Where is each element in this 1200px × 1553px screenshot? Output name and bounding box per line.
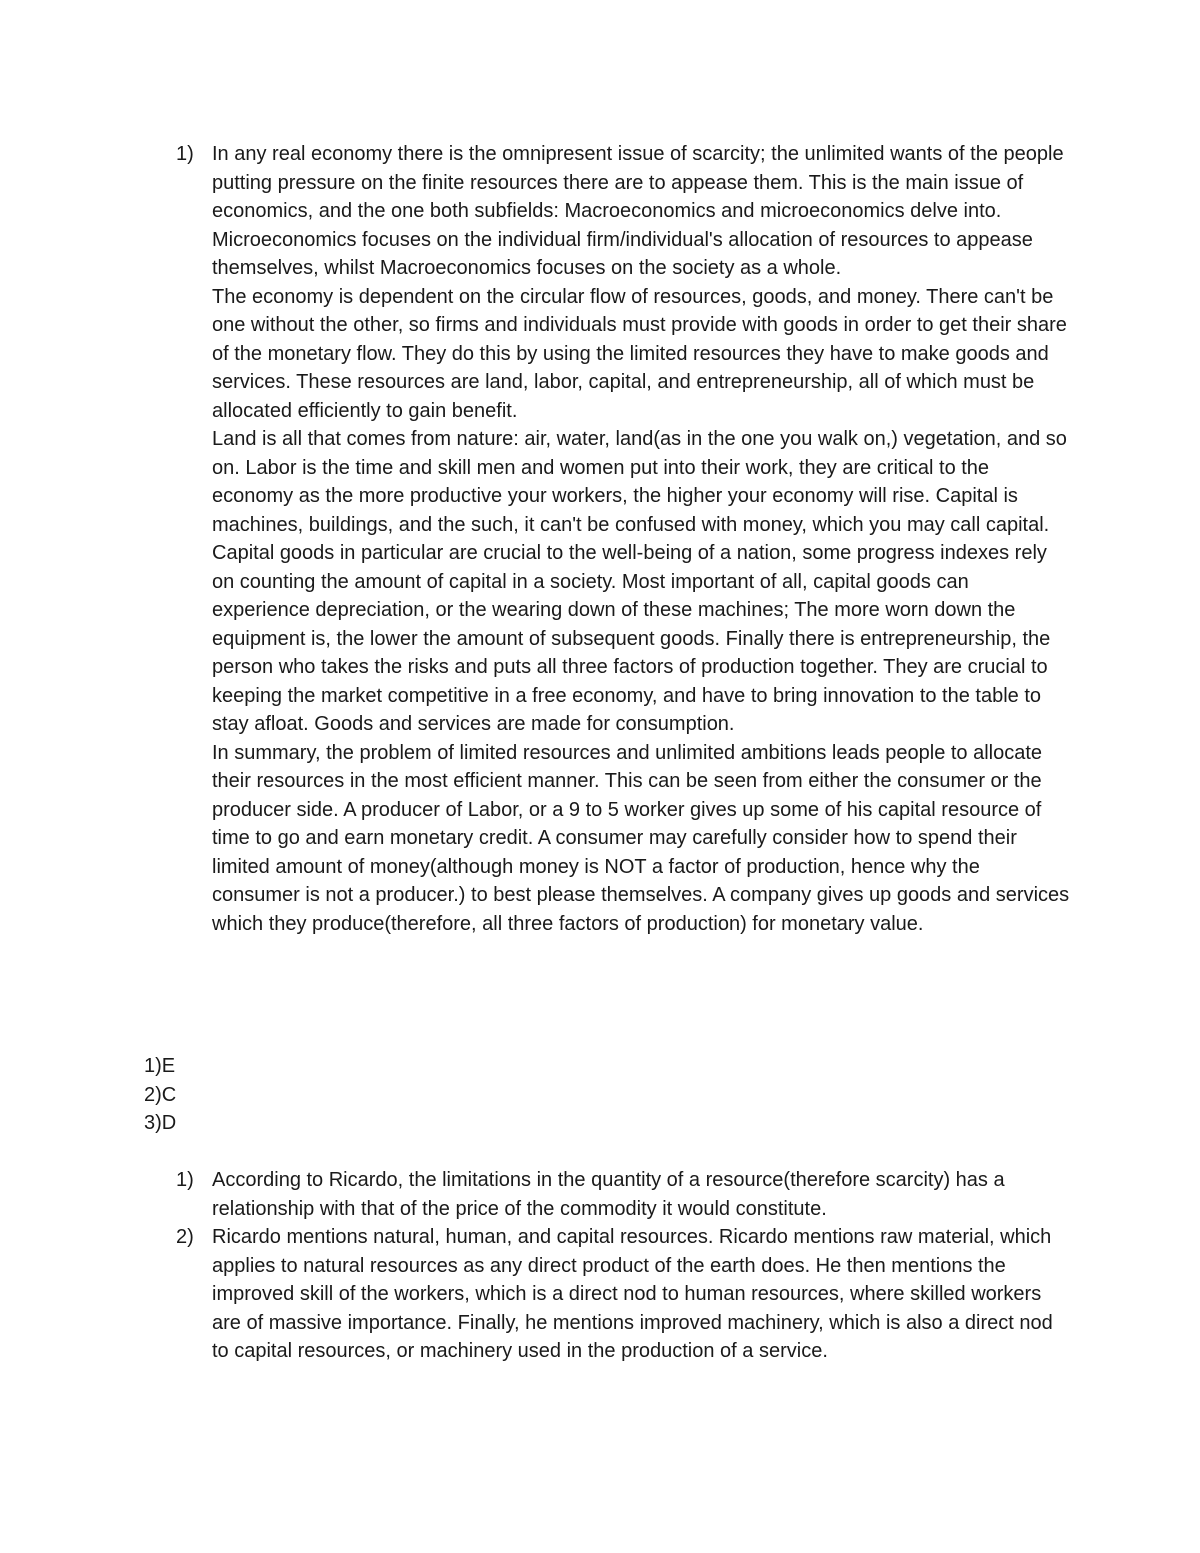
essay-paragraph: In summary, the problem of limited resources and unlimited ambitions leads people to allocate their resources in the most efficient manner. This can be seen from either the consumer or the producer side. A producer of Labor, or a 9 to 5 worker gives up some of his capital resource of time to go and earn monetary credit. A consumer may carefully consider how to spend their limited amount of money(although money is NOT a factor of production, hence why the consumer is not a producer.) to best please themselves. A company gives up goods and services which they produce(therefore, all three factors of production) for monetary value. [212, 741, 1070, 935]
ricardo-item [0, 1166, 1200, 1223]
list-marker: 1) [176, 143, 194, 165]
essay-item [0, 140, 1200, 938]
answer-item: 3)D [144, 1112, 177, 1134]
essay-paragraph: In any real economy there is the omnipresent issue of scarcity; the unlimited wants of the people putting pressure on the finite resources there are to appease them. This is the main issue of economics, and the one both subfields: Macroeconomics and microeconomics delve into. Microeconomics focuses on the individual firm/individual's allocation of resources to appease themselves, whilst Macroeconomics focuses on the society as a whole. [212, 143, 1064, 279]
list-marker: 1) [176, 1169, 194, 1191]
ricardo-paragraph: According to Ricardo, the limitations in the quantity of a resource(therefore scarcity) has a relationship with that of the price of the commodity it would constitute. [212, 1169, 1005, 1220]
essay-paragraph: Land is all that comes from nature: air, water, land(as in the one you walk on,) vegetation, and so on. Labor is the time and skill men and women put into their work, they are critical to the economy as the more productive your workers, the higher your economy will rise. Capital is machines, buildings, and the such, it can't be confused with money, which you may call capital. Capital goods in particular are crucial to the well-being of a nation, some progress indexes rely on counting the amount of capital in a society. Most important of all, capital goods can experience depreciation, or the wearing down of these machines; The more worn down the equipment is, the lower the amount of subsequent goods. Finally there is entrepreneurship, the person who takes the risks and puts all three factors of production together. They are crucial to keeping the market competitive in a free economy, and have to bring innovation to the table to stay afloat. Goods and services are made for consumption. [212, 428, 1067, 735]
ricardo-list [0, 1166, 1200, 1366]
ricardo-paragraph: Ricardo mentions natural, human, and capital resources. Ricardo mentions raw material, which applies to natural resources as any direct product of the earth does. He then mentions the improved skill of the workers, which is a direct nod to human resources, where skilled workers are of massive importance. Finally, he mentions improved machinery, which is also a direct nod to capital resources, or machinery used in the production of a service. [212, 1226, 1053, 1362]
list-marker: 2) [176, 1226, 194, 1248]
answer-list [144, 1052, 176, 1138]
essay-list [0, 140, 1200, 938]
essay-paragraph: The economy is dependent on the circular flow of resources, goods, and money. There can't be one without the other, so firms and individuals must provide with goods in order to get their share of the monetary flow. They do this by using the limited resources they have to make goods and services. These resources are land, labor, capital, and entrepreneurship, all of which must be allocated efficiently to gain benefit. [212, 285, 1067, 422]
answer-item: 1)E [144, 1055, 176, 1077]
ricardo-item [0, 1223, 1200, 1366]
answer-item: 2)C [144, 1083, 177, 1106]
